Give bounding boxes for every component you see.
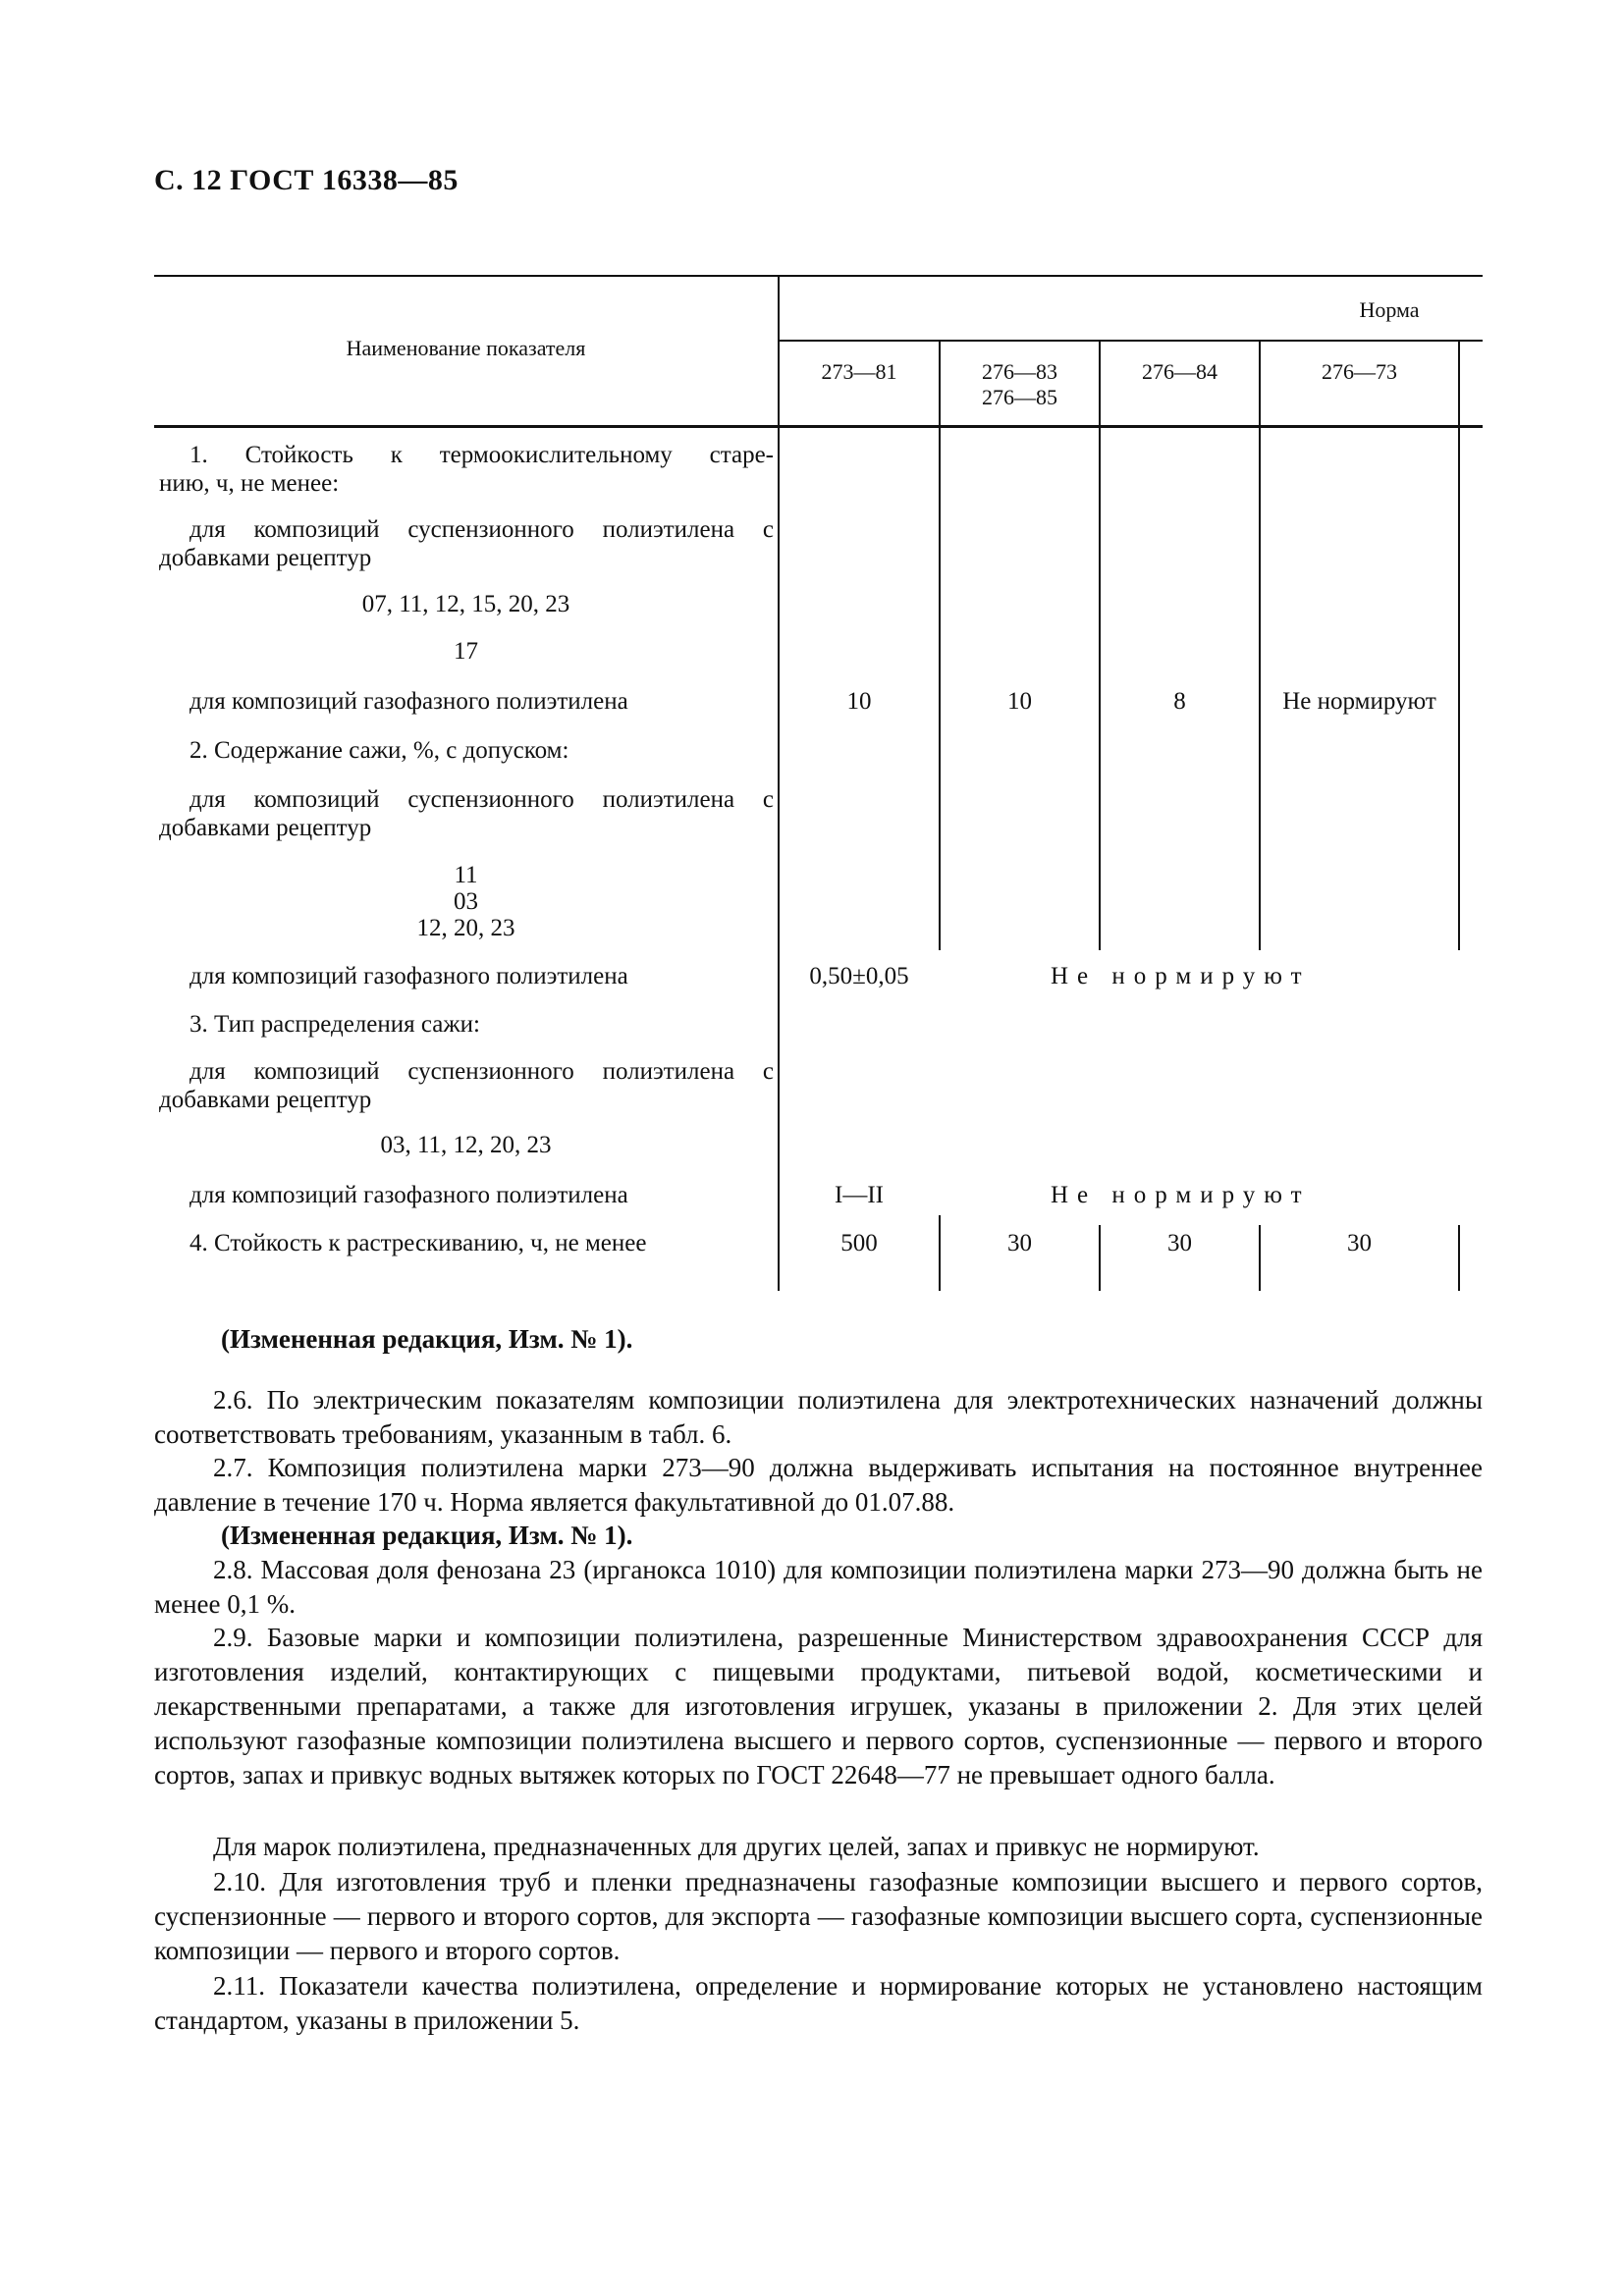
- row3-recipes-a: 03, 11, 12, 20, 23: [380, 1132, 552, 1158]
- row1-susp-line2: добавками рецептур: [159, 545, 372, 571]
- header-grade-3: 276—84: [1142, 359, 1217, 384]
- paragraph-2-9: 2.9. Базовые марки и композиции полиэтилена, разрешенные Министерством здравоохранения СССР для изготовления изделий, контактирующих с пищевыми продуктами, питьевой водой, косметическими и лекарственными препаратами, а также для изготовления игрушек, указаны в приложении 2. Для этих целей используют газофазные композиции полиэтилена высшего и первого сортов, суспензионные — первого и второго сортов, запах и привкус водных вытяжек которых по ГОСТ 22648—77 не превышает одного балла.: [154, 1623, 1483, 1789]
- row4-value-2: 30: [1007, 1230, 1032, 1256]
- row3-gas: для композиций газофазного полиэтилена: [189, 1182, 628, 1208]
- row2-susp-line1: для композиций суспензионного полиэтилена с: [189, 786, 774, 813]
- row2-recipes-c: 12, 20, 23: [416, 915, 515, 941]
- row4-value-1: 500: [840, 1230, 878, 1256]
- header-grade-2a: 276—83: [982, 359, 1057, 384]
- row1-title-line2: нию, ч, не менее:: [159, 470, 340, 497]
- row2-value-1: 0,50±0,05: [809, 963, 909, 989]
- header-grade-1: 273—81: [821, 359, 897, 384]
- row1-value-4: Не нормируют: [1282, 688, 1436, 715]
- page-title: С. 12 ГОСТ 16338—85: [154, 164, 459, 196]
- row2-susp-line2: добавками рецептур: [159, 815, 372, 841]
- edit-note-1: (Измененная редакция, Изм. № 1).: [221, 1324, 633, 1354]
- paragraph-2-10: 2.10. Для изготовления труб и пленки предназначены газофазные композиции высшего и первого сортов, суспензионные — первого и второго сортов, для экспорта — газофазные композиции высшего сорта, суспензионные композиции — первого и второго сортов.: [154, 1867, 1483, 1965]
- col-divider-4: [1458, 340, 1460, 950]
- table-top-rule: [154, 275, 1483, 277]
- paragraph-2-11: 2.11. Показатели качества полиэтилена, определение и нормирование которых не установлено настоящим стандартом, указаны в приложении 5.: [154, 1971, 1483, 2035]
- header-norm: Норма: [1359, 297, 1420, 322]
- row3-value-1: I—II: [835, 1182, 884, 1208]
- row3-title: 3. Тип распределения сажи:: [189, 1011, 480, 1038]
- row3-not-normed: Не нормируют: [1051, 1182, 1311, 1208]
- row4-value-3: 30: [1167, 1230, 1192, 1256]
- row1-value-2: 10: [1007, 688, 1032, 715]
- col-divider-1: [939, 340, 941, 950]
- header-bottom-rule: [154, 425, 1483, 428]
- row1-title-line1: 1. Стойкость к термоокислительному старе-: [189, 442, 774, 468]
- row3-susp-line2: добавками рецептур: [159, 1087, 372, 1113]
- col-divider-4-lower: [1458, 1225, 1460, 1291]
- col-divider-name: [778, 275, 780, 1291]
- header-grade-2b: 276—85: [982, 385, 1057, 409]
- header-indicator-name: Наименование показателя: [346, 336, 586, 360]
- col-divider-3: [1259, 340, 1261, 950]
- row2-gas: для композиций газофазного полиэтилена: [189, 963, 628, 989]
- row1-recipes-a: 07, 11, 12, 15, 20, 23: [361, 591, 570, 617]
- paragraph-2-9-extra: Для марок полиэтилена, предназначенных для других целей, запах и привкус не нормируют.: [213, 1832, 1260, 1861]
- norm-header-rule: [778, 340, 1483, 342]
- header-grade-4: 276—73: [1322, 359, 1397, 384]
- paragraph-2-6: 2.6. По электрическим показателям композиции полиэтилена для электротехнических назначений должны соответствовать требованиям, указанным в табл. 6.: [154, 1385, 1483, 1449]
- row1-gas: для композиций газофазного полиэтилена: [189, 688, 628, 715]
- edit-note-2: (Измененная редакция, Изм. № 1).: [221, 1521, 633, 1550]
- paragraph-2-7: 2.7. Композиция полиэтилена марки 273—90 должна выдерживать испытания на постоянное внутреннее давление в течение 170 ч. Норма является факультативной до 01.07.88.: [154, 1453, 1483, 1517]
- col-divider-2: [1099, 340, 1101, 950]
- row4-title: 4. Стойкость к растрескиванию, ч, не менее: [189, 1230, 647, 1256]
- row4-value-4: 30: [1347, 1230, 1372, 1256]
- row1-susp-line1: для композиций суспензионного полиэтилена с: [189, 516, 774, 543]
- row1-recipes-b: 17: [454, 638, 478, 665]
- row1-value-3: 8: [1173, 688, 1186, 715]
- row2-recipes-b: 03: [454, 888, 478, 915]
- paragraph-2-8: 2.8. Массовая доля фенозана 23 (ирганокса 1010) для композиции полиэтилена марки 273—90 должна быть не менее 0,1 %.: [154, 1555, 1483, 1619]
- row2-not-normed: Не нормируют: [1051, 963, 1311, 989]
- row3-susp-line1: для композиций суспензионного полиэтилена с: [189, 1058, 774, 1085]
- row2-recipes-a: 11: [454, 862, 478, 888]
- row1-value-1: 10: [846, 688, 872, 715]
- row2-title: 2. Содержание сажи, %, с допуском:: [189, 737, 569, 764]
